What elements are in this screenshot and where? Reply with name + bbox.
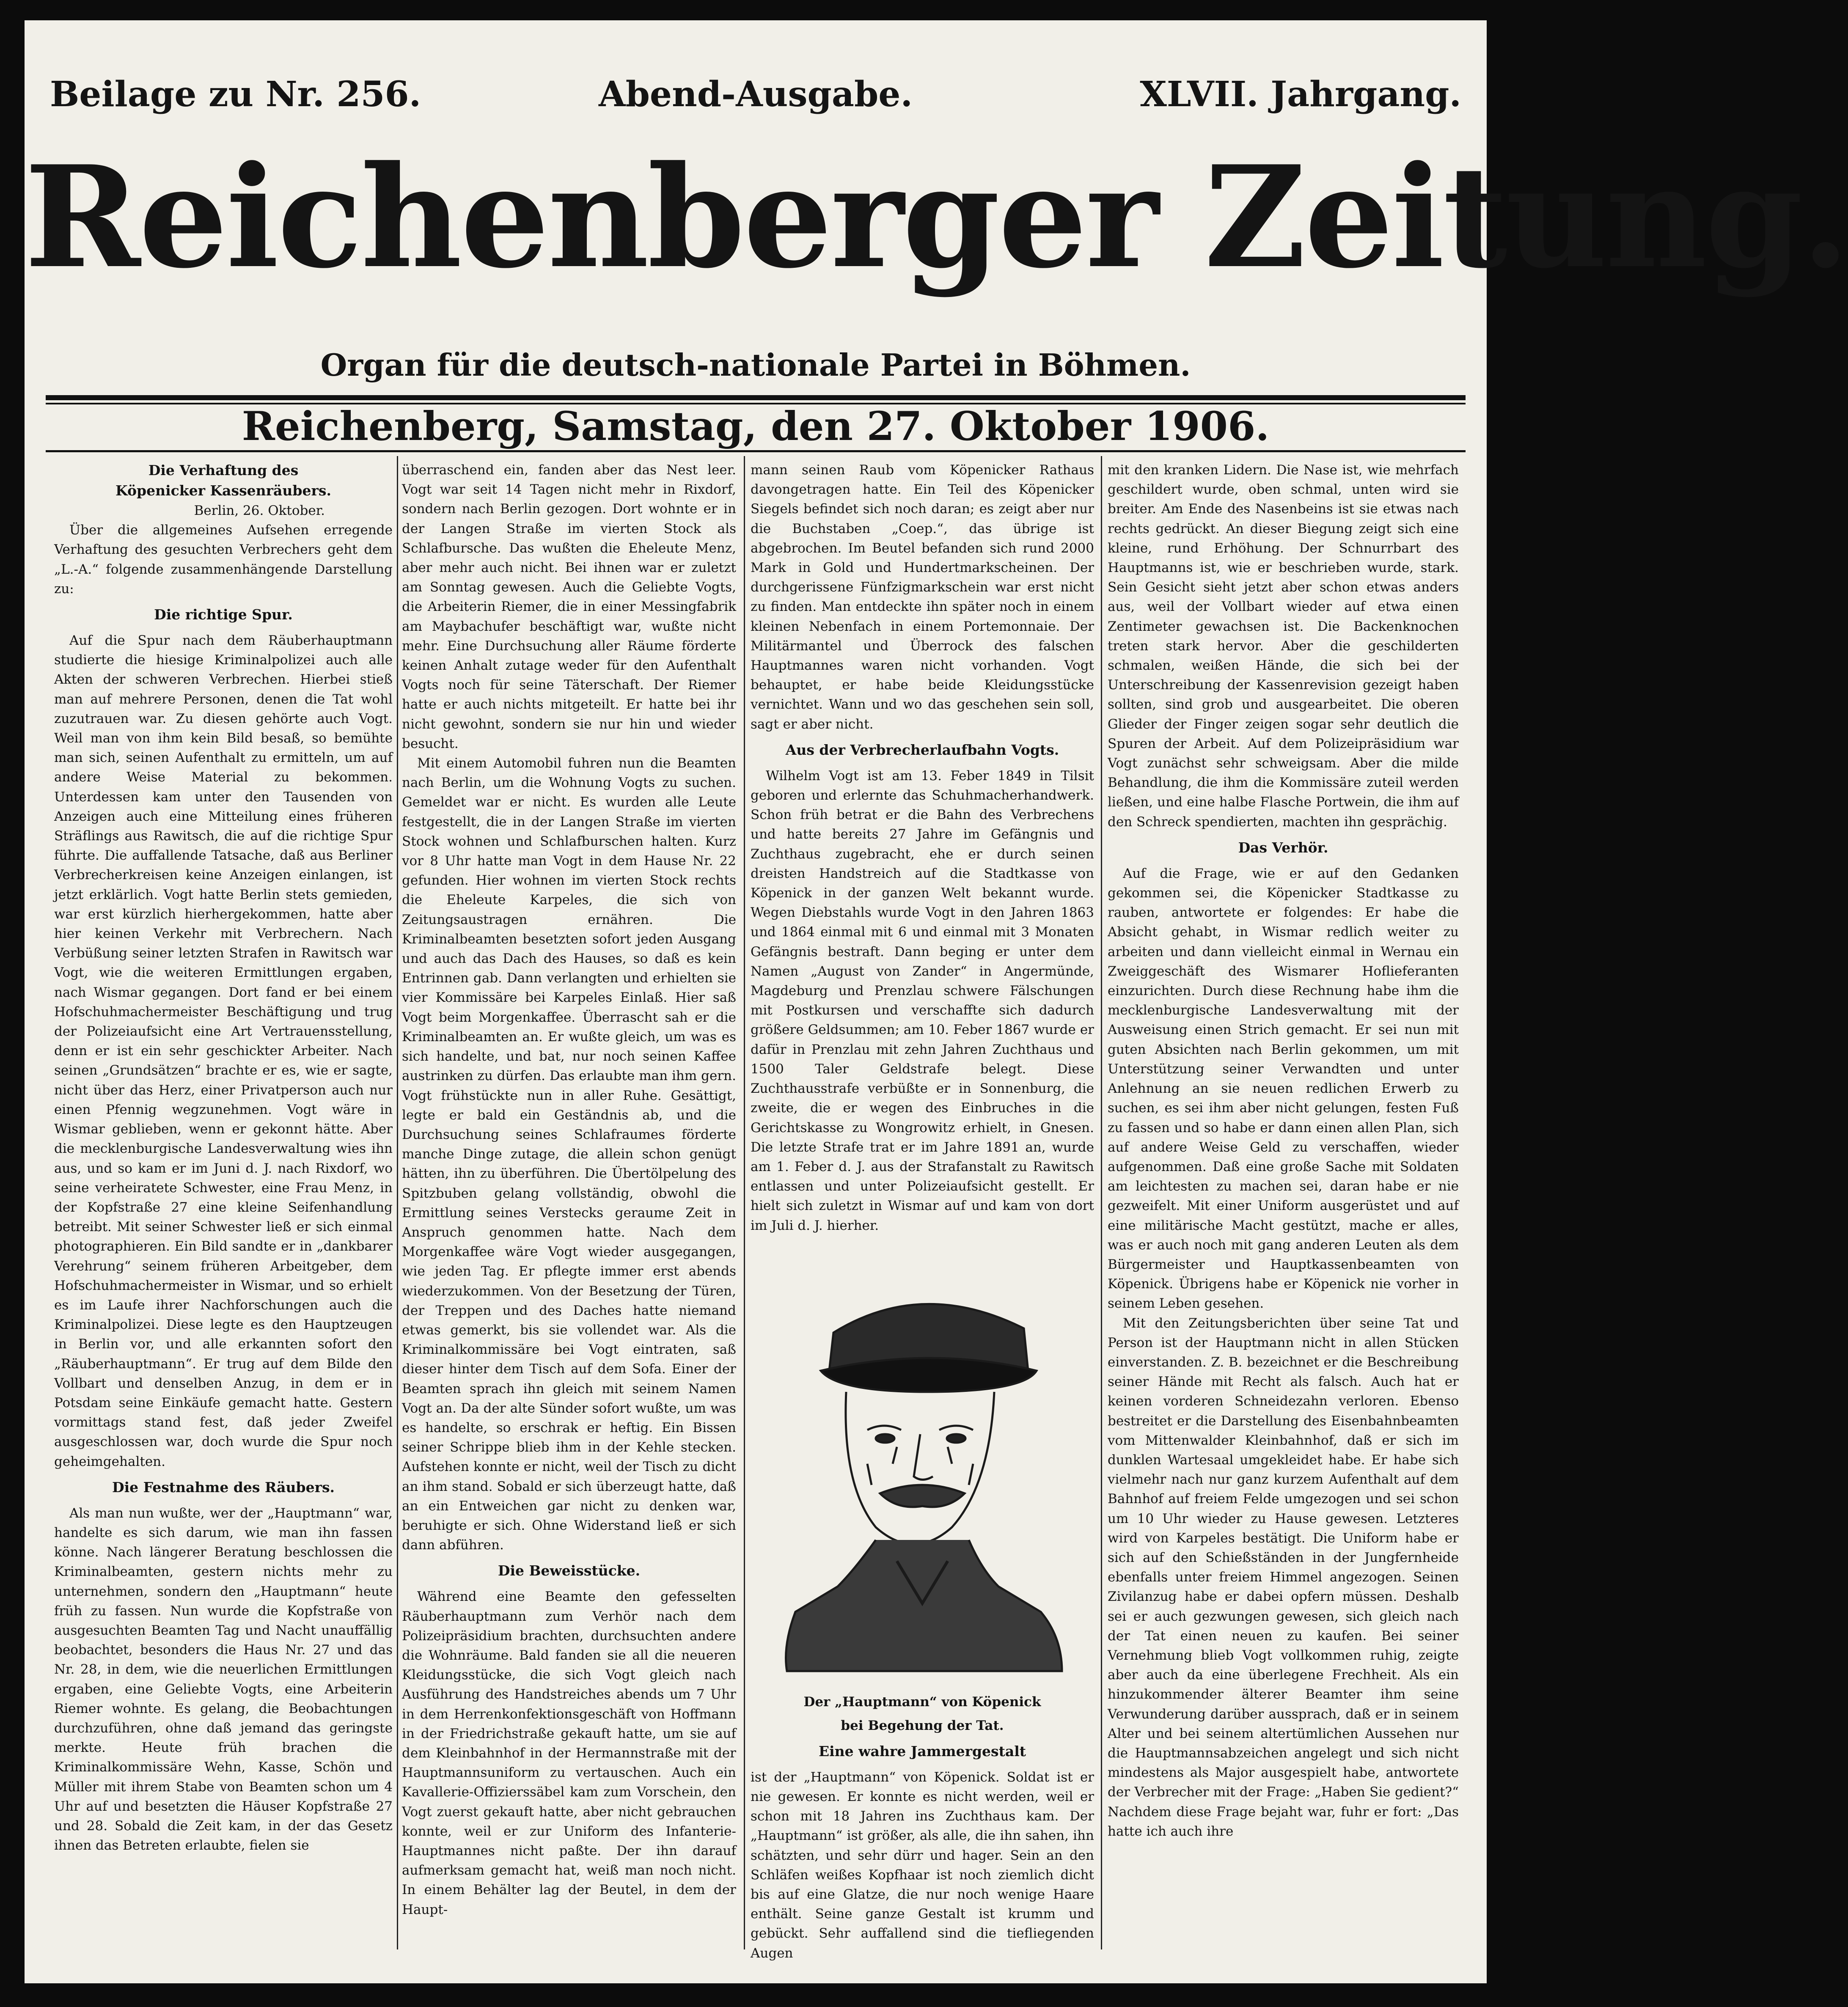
edition-label: Abend-Ausgabe. (598, 74, 913, 115)
article-paragraph: Auf die Spur nach dem Räuberhauptmann studierte die hiesige Kriminalpolizei auch alle Akten der schweren Verbrechen. Hierbei stieß man auf mehrere Personen, denen die Tat wohl zuzutrauen war. Zu diesen gehörte auch Vogt. Weil man von ihm kein Bild besaß, so bemühte man sich, seinen Aufenthalt zu ermitteln, um auf andere Weise Material zu bekommen. Unterdessen kam unter den Tausenden von Anzeigen auch eine Mitteilung eines früheren Sträflings aus Rawitsch, die auf die richtige Spur führte. Die auffallende Tatsache, daß aus Berliner Verbrecherkreisen keine Anzeigen einlangen, ist jetzt erklärlich. Vogt hatte Berlin stets gemieden, war erst kürzlich hierhergekommen, hatte aber hier keinen Verkehr mit Verbrechern. Nach Verbüßung seiner letzten Strafen in Rawitsch war Vogt, wie die weiteren Ermittlungen ergaben, nach Wismar gegangen. Dort fand er bei einem Hofschuhmachermeister Beschäftigung und trug der Polizeiaufsicht eine Art Vertrauensstellung, denn er ist ein sehr geschickter Arbeiter. Nach seinen „Grundsätzen“ brachte er es, wie er sagte, nicht über das Herz, einer Privatperson auch nur einen Pfennig wegzunehmen. Vogt wäre in Wismar geblieben, wenn er gekonnt hätte. Aber die mecklenburgische Landesverwaltung wies ihn aus, und so kam er im Juni d. J. nach Rixdorf, wo seine verheiratete Schwester, eine Frau Menz, in der Kopfstraße 27 eine kleine Seifenhandlung betreibt. Mit seiner Schwester ließ er sich einmal photographieren. Ein Bild sandte er in „dankbarer Verehrung“ seinem früheren Arbeitgeber, dem Hofschuhmachermeister in Wismar, und so erhielt es im Laufe ihrer Nachforschungen auch die Kriminalpolizei. Diese legte es den Hauptzeugen in Berlin vor, und alle erkannten sofort den „Räuberhauptmann“. Er trug auf dem Bilde den Vollbart und denselben Anzug, in dem er in Potsdam seine Einkäufe gemacht hatte. Gestern vormittags stand fest, daß jeder Zweifel ausgeschlossen war, doch wurde die Spur noch geheimgehalten. (54, 633, 393, 1469)
portrait-caption: Der „Hauptmann“ von Köpenick (803, 1694, 1041, 1710)
article-paragraph: Als man nun wußte, wer der „Hauptmann“ war, handelte es sich darum, wie man ihn fassen könne. Nach längerer Beratung beschlossen die Kriminalbeamten, gestern nichts mehr zu unternehmen, sondern den „Hauptmann“ heute früh zu fassen. Nun wurde die Kopfstraße von ausgesuchten Beamten Tag und Nacht unauffällig beobachtet, besonders die Haus Nr. 27 und das Nr. 28, in dem, wie die neuerlichen Ermittlungen ergaben, eine Geliebte Vogts, eine Arbeiterin Riemer wohnte. Es gelang, die Beobachtungen durchzuführen, ohne daß jemand das geringste merkte. Heute früh brachen die Kriminalkommissäre Wehn, Kasse, Schön und Müller mit ihrem Stabe von Beamten schon um 4 Uhr auf und besetzten die Häuser Kopfstraße 27 und 28. Sobald die Zeit kam, in der das Gesetz ihnen das Betreten erlaubte, fielen sie (54, 1505, 393, 1853)
supplement-number: Beilage zu Nr. 256. (50, 74, 421, 115)
section-heading: Die richtige Spur. (154, 606, 293, 623)
article-paragraph: Auf die Frage, wie er auf den Gedanken gekommen sei, die Köpenicker Stadtkasse zu rauben, antwortete er folgendes: Er habe die Absicht gehabt, in Wismar redlich weiter zu arbeiten und dann vielleicht einmal in Wernau ein Zweiggeschäft des Wismarer Hoflieferanten einzurichten. Durch diese Rechnung habe ihm die mecklenburgische Landesverwaltung mit der Ausweisung einen Strich gemacht. Er sei nun mit guten Absichten nach Berlin gekommen, um mit Unterstützung seiner Verwandten und unter Anlehnung an sie neuen redlichen Erwerb zu suchen, es sei ihm aber nicht gelungen, festen Fuß zu fassen und so habe er dann einen allen Plan, sich auf andere Weise Geld zu verschaffen, wieder aufgenommen. Daß eine große Sache mit Soldaten am leichtesten zu machen sei, daran habe er nie gezweifelt. Mit einer Uniform ausgerüstet und auf eine militärische Macht gestützt, mache er alles, was er auch noch mit gang anderen Leuten als dem Bürgermeister und Hauptkassenbeamten von Köpenick. Übrigens habe er Köpenick nie vorher in seinem Leben gesehen. (1108, 866, 1459, 1311)
article-paragraph: Wilhelm Vogt ist am 13. Feber 1849 in Tilsit geboren und erlernte das Schuhmacherhandwerk. Schon früh betrat er die Bahn des Verbrechens und hatte bereits 27 Jahre im Gefängnis und Zuchthaus zugebracht, ehe er durch seinen dreisten Handstreich auf die Stadtkasse von Köpenick in der ganzen Welt bekannt wurde. Wegen Diebstahls wurde Vogt in den Jahren 1863 und 1864 einmal mit 6 und einmal mit 3 Monaten Gefängnis bestraft. Dann beging er unter dem Namen „August von Zander“ in Angermünde, Magdeburg und Prenzlau schwere Fälschungen mit Postkursen und verschaffte sich dadurch größere Geldsummen; am 10. Feber 1867 wurde er dafür in Prenzlau mit zehn Jahren Zuchthaus und 1500 Taler Geldstrafe belegt. Diese Zuchthausstrafe verbüßte er in Sonnenburg, die zweite, die er wegen des Einbruches in die Gerichtskasse zu Wongrowitz erhielt, in Gnesen. Die letzte Strafe trat er im Jahre 1891 an, wurde am 1. Feber d. J. aus der Strafanstalt zu Rawitsch entlassen und unter Polizeiaufsicht gestellt. Er hielt sich zuletzt in Wismar auf und kam von dort im Juli d. J. hierher. (751, 768, 1094, 1233)
column-divider (1101, 456, 1102, 1949)
column-3 (751, 460, 1094, 1961)
portrait-caption: bei Begehung der Tat. (841, 1718, 1004, 1733)
column-2 (402, 460, 736, 1949)
dateline: Reichenberg, Samstag, den 27. Oktober 1906. (242, 403, 1270, 450)
section-heading: Die Beweisstücke. (498, 1562, 641, 1579)
rule-thick (46, 395, 1466, 400)
rule-under-dateline (46, 450, 1466, 452)
section-heading: Aus der Verbrecherlaufbahn Vogts. (785, 741, 1059, 758)
article-paragraph: Mit einem Automobil fuhren nun die Beamten nach Berlin, um die Wohnung Vogts zu suchen. Gemeldet war er nicht. Es wurden alle Leute festgestellt, die in der Langen Straße im vierten Stock wohnen und Schlafburschen halten. Kurz vor 8 Uhr hatte man Vogt in dem Hause Nr. 22 gefunden. Hier wohnen im vierten Stock rechts die Eheleute Karpeles, die sich von Zeitungsaustragen ernähren. Die Kriminalbeamten besetzten sofort jeden Ausgang und auch das Dach des Hauses, so daß es kein Entrinnen gab. Dann verlangten und erhielten sie vier Kommissäre bei Karpeles Einlaß. Hier saß Vogt beim Morgenkaffee. Überrascht sah er die Kriminalbeamten an. Er wußte gleich, um was es sich handelte, und bat, nur noch seinen Kaffee austrinken zu dürfen. Das erlaubte man ihm gern. Vogt frühstückte nun in aller Ruhe. Gesättigt, legte er bald ein Geständnis ab, und die Durchsuchung seines Schlafraumes förderte manche Dinge zutage, die allein schon genügt hätten, ihn zu überführen. Die Übertölpelung des Spitzbuben gelang vollständig, obwohl die Ermittlung seines Verstecks geraume Zeit in Anspruch genommen hatte. Nach dem Morgenkaffee wäre Vogt wieder ausgegangen, wie jeden Tag. Er pflegte immer erst abends wiederzukommen. Von der Besetzung der Türen, der Treppen und des Daches hatte niemand etwas gemerkt, bis sie vollendet war. Als die Kriminalkommissäre bei Vogt eintraten, saß dieser hinter dem Tisch auf dem Sofa. Einer der Beamten sprach ihn gleich mit seinem Namen Vogt an. Da der alte Sünder sofort wußte, um was es handelte, so erschrak er heftig. Ein Bissen seiner Schrippe blieb ihm in der Kehle stecken. Aufstehen konnte er nicht, weil der Tisch zu dicht an ihm stand. Sobald er sich überzeugt hatte, daß an ein Entweichen gar nicht zu denken war, beruhigte er sich. Ohne Widerstand ließ er sich dann abführen. (402, 756, 736, 1553)
article-paragraph: mann seinen Raub vom Köpenicker Rathaus davongetragen hatte. Ein Teil des Köpenicker Siegels befindet sich noch daran; es zeigt aber nur die Buchstaben „Coep.“, das übrige ist abgebrochen. Im Beutel befanden sich rund 2000 Mark in Gold und Hundertmarkscheinen. Der durchgerissene Fünfzigmarkschein war erst nicht zu finden. Man entdeckte ihn später noch in einem kleinen Nebenfach in einem Portemonnaie. Der Militärmantel und Überrock des falschen Hauptmannes waren nicht vorhanden. Vogt behauptet, er habe beide Kleidungsstücke vernichtet. Wann und wo das geschehen sein soll, sagt er aber nicht. (751, 462, 1094, 732)
top-line (50, 71, 1461, 118)
article-paragraph: Mit den Zeitungsberichten über seine Tat und Person ist der Hauptmann nicht in allen Stücken einverstanden. Z. B. bezeichnet er die Beschreibung seiner Hände mit Recht als falsch. Auch hat er keinen vorderen Schneidezahn verloren. Ebenso bestreitet er die Darstellung des Eisenbahnbeamten vom Mittenwalder Kleinbahnhof, daß er sich im dunklen Wartesaal umgekleidet habe. Er habe sich vielmehr nach nur ganz kurzem Aufenthalt auf dem Bahnhof auf freiem Felde umgezogen und sei schon um 10 Uhr wieder zu Hause gewesen. Letzteres wird von Karpeles bestätigt. Die Uniform habe er sich auf den Schießständen in der Jungfernheide ebenfalls unter freiem Himmel angezogen. Seinen Zivilanzug habe er dabei opfern müssen. Deshalb sei er auch gezwungen gewesen, sich gleich nach der Tat einen neuen zu kaufen. Bei seiner Vernehmung blieb Vogt vollkommen ruhig, zeigte aber auch da eine überlegene Frechheit. Als ein hinzukommender älterer Beamter ihm seine Verwunderung darüber aussprach, daß er in seinem Alter und bei seinem altertümlichen Aussehen nur die Hauptmannsabzeichen angelegt und sich nicht mindestens als Major ausgespielt habe, antwortete der Verbrecher mit der Frage: „Haben Sie gedient?“ Nachdem diese Frage bejaht war, fuhr er fort: „Das hatte ich auch ihre (1108, 1315, 1459, 1839)
article-paragraph: überraschend ein, fanden aber das Nest leer. Vogt war seit 14 Tagen nicht mehr in Rixdorf, sondern nach Berlin gezogen. Dort wohnte er in der Langen Straße im vierten Stock als Schlafbursche. Das wußten die Eheleute Menz, aber mehr auch nicht. Bei ihnen war er zuletzt am Sonntag gewesen. Auch die Geliebte Vogts, die Arbeiterin Riemer, die in einer Messingfabrik am Maybachufer beschäftigt war, wußte nicht mehr. Eine Durchsuchung aller Räume förderte keinen Anhalt zutage weder für den Aufenthalt Vogts noch für seine Täterschaft. Der Riemer hatte er auch nichts mitgeteilt. Er hatte bei ihr nicht gewohnt, sondern sie nur hin und wieder besucht. (402, 462, 736, 751)
column-4 (1108, 460, 1459, 1949)
volume-label: XLVII. Jahrgang. (1140, 74, 1461, 115)
column-1 (54, 460, 393, 1949)
article-paragraph: Während eine Beamte den gefesselten Räuberhauptmann zum Verhör nach dem Polizeipräsidium brachten, durchsuchten andere die Wohnräume. Bald fanden sie all die neueren Kleidungsstücke, die sich Vogt gleich nach Ausführung des Handstreiches abends um 7 Uhr in dem Herrenkonfektionsgeschäft von Hoffmann in der Friedrichstraße gekauft hatte, um sie auf dem Kleinbahnhof in der Hermannstraße mit der Hauptmannsuniform zu vertauschen. Auch ein Kavallerie-Offizierssäbel kam zum Vorschein, den Vogt zuerst gekauft hatte, aber nicht gebrauchen konnte, weil er zur Uniform des Infanterie-Hauptmannes nicht paßte. Der ihn darauf aufmerksam gemacht hat, weiß man noch nicht. In einem Behälter lag der Beutel, in dem der Haupt- (402, 1589, 736, 1917)
section-heading: Eine wahre Jammergestalt (818, 1743, 1026, 1760)
section-heading: Die Festnahme des Räubers. (112, 1479, 335, 1496)
article-headline: Köpenicker Kassenräubers. (116, 482, 331, 499)
portrait-illustration (770, 1265, 1075, 1688)
section-heading: Das Verhör. (1238, 839, 1328, 856)
portrait-drawing (770, 1265, 1075, 1688)
newspaper-title: Reichenberger Zeitung. (25, 135, 1848, 299)
article-dateline: Berlin, 26. Oktober. (194, 503, 325, 518)
newspaper-subtitle: Organ für die deutsch-nationale Partei in Böhmen. (320, 347, 1191, 383)
column-divider (397, 456, 398, 1949)
article-paragraph: mit den kranken Lidern. Die Nase ist, wie mehrfach geschildert wurde, oben schmal, unten wird sie breiter. Am Ende des Nasenbeins ist sie etwas nach rechts gedrückt. An dieser Biegung zeigt sich eine kleine, rund Erhöhung. Der Schnurrbart des Hauptmanns ist, wie er beschrieben wurde, stark. Sein Gesicht sieht jetzt aber schon etwas anders aus, weil der Vollbart wieder auf etwa einen Zentimeter gewachsen ist. Die Backenknochen treten stark hervor. Aber die geschilderten schmalen, weißen Hände, die sich bei der Unterschreibung der Kassenrevision gezeigt haben sollten, sind grob und ausgearbeitet. Die oberen Glieder der Finger zeigen sogar sehr deutlich die Spuren der Arbeit. Auf dem Polizeipräsidium war Vogt zunächst sehr schweigsam. Aber die milde Behandlung, die ihm die Kommissäre zuteil werden ließen, und eine halbe Flasche Portwein, die ihm auf den Schreck spendierten, machten ihn gesprächig. (1108, 462, 1459, 830)
article-paragraph: Über die allgemeines Aufsehen erregende Verhaftung des gesuchten Verbrechers geht dem „L.-A.“ folgende zusammenhängende Darstellung zu: (54, 522, 393, 597)
newspaper-page (25, 20, 1848, 1983)
article-paragraph: ist der „Hauptmann“ von Köpenick. Soldat ist er nie gewesen. Er konnte es nicht werden, weil er schon mit 18 Jahren ins Zuchthaus kam. Der „Hauptmann“ ist größer, als alle, die ihn sahen, ihn schätzten, und sehr dürr und hager. Sein an den Schläfen weißes Kopfhaar ist noch ziemlich dicht bis auf eine Glatze, die nur noch wenige Haare enthält. Seine ganze Gestalt ist krumm und gebückt. Sehr auffallend sind die tiefliegenden Augen (751, 1769, 1094, 1961)
column-divider (744, 456, 745, 1949)
article-headline: Die Verhaftung des (148, 462, 299, 478)
